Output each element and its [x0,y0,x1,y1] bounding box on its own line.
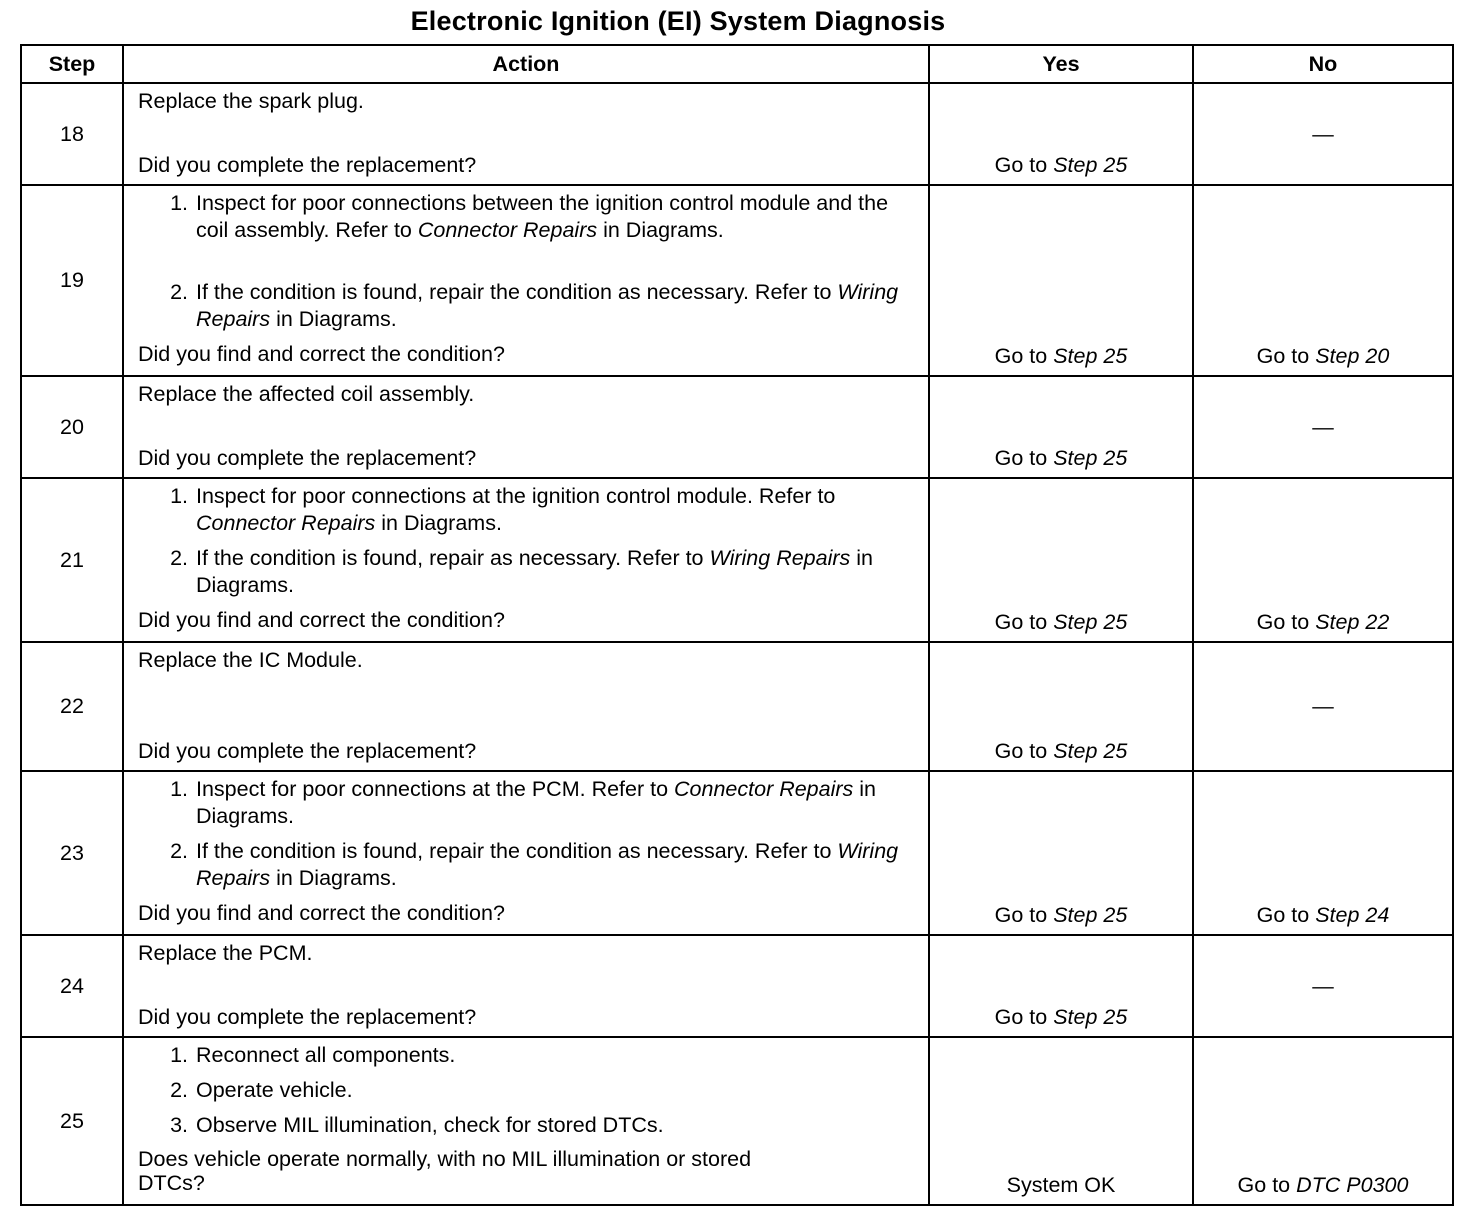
reference-link[interactable]: Wiring Repairs [196,839,899,890]
step-number: 18 [21,83,123,185]
action-cell [123,935,929,1037]
list-item: 2. If the condition is found, repair the condition as necessary. Refer to Wiring Repairs in Diagrams. [194,279,916,333]
no-cell-dash: — [1193,642,1453,771]
list-item: 1. Inspect for poor connections at the PCM. Refer to Connector Repairs in Diagrams. [194,776,916,830]
yes-cell [929,642,1193,771]
step-number: 21 [21,478,123,642]
header-yes: Yes [929,45,1193,83]
yes-cell [929,935,1193,1037]
no-prefix: Go to [1256,344,1316,368]
reference-link[interactable]: Wiring Repairs [709,546,851,570]
action-question: Does vehicle operate normally, with no MIL illumination or stored DTCs? [138,1147,752,1195]
list-item: 2. If the condition is found, repair as necessary. Refer to Wiring Repairs in Diagrams. [194,545,916,599]
yes-cell [929,83,1193,185]
header-step: Step [21,45,123,83]
action-question: Did you find and correct the condition? [138,608,505,632]
yes-step-link[interactable]: Step 25 [1053,153,1128,177]
step-number: 19 [21,185,123,376]
no-cell-dash: — [1193,83,1453,185]
action-intro: Replace the IC Module. [138,648,363,672]
yes-step-link[interactable]: Step 25 [1053,610,1128,634]
action-cell [123,1037,929,1205]
reference-link[interactable]: Wiring Repairs [196,280,899,331]
action-question: Did you complete the replacement? [138,1005,477,1029]
list-item: 1. Inspect for poor connections between the ignition control module and the coil assembly. Refer to Connector Repairs in Diagrams. [194,190,916,244]
no-cell-dash: — [1193,935,1453,1037]
yes-prefix: Go to [994,446,1054,470]
table-row [21,935,1453,1037]
step-number: 22 [21,642,123,771]
list-item: 2. If the condition is found, repair the condition as necessary. Refer to Wiring Repairs in Diagrams. [194,838,916,892]
action-list [138,1042,916,1139]
action-question: Did you complete the replacement? [138,739,477,763]
action-question: Did you find and correct the condition? [138,342,505,366]
reference-link[interactable]: Connector Repairs [196,511,376,535]
diagnosis-table [20,44,1454,1206]
list-item: 3. Observe MIL illumination, check for stored DTCs. [194,1112,916,1139]
action-intro: Replace the spark plug. [138,89,364,113]
yes-prefix: Go to [994,153,1054,177]
action-intro: Replace the PCM. [138,941,313,965]
table-row [21,642,1453,771]
action-cell [123,376,929,478]
action-cell [123,771,929,935]
step-number: 23 [21,771,123,935]
table-row [21,185,1453,376]
action-cell [123,83,929,185]
yes-cell [929,185,1193,376]
no-prefix: Go to [1256,610,1316,634]
list-item: 1. Reconnect all components. [194,1042,916,1069]
yes-step-link[interactable]: Step 25 [1053,903,1128,927]
yes-prefix: Go to [994,344,1054,368]
header-action: Action [123,45,929,83]
action-question: Did you find and correct the condition? [138,901,505,925]
table-row [21,1037,1453,1205]
action-list [138,776,916,892]
table-row [21,376,1453,478]
yes-prefix: Go to [994,739,1054,763]
no-cell [1193,771,1453,935]
no-cell [1193,185,1453,376]
yes-step-link[interactable]: Step 25 [1053,739,1128,763]
table-row [21,771,1453,935]
action-question: Did you complete the replacement? [138,446,477,470]
yes-step-link[interactable]: Step 25 [1053,446,1128,470]
yes-cell [929,376,1193,478]
no-dtc-link[interactable]: DTC P0300 [1296,1173,1409,1197]
no-step-link[interactable]: Step 24 [1315,903,1390,927]
yes-prefix: Go to [994,903,1054,927]
action-cell [123,642,929,771]
action-intro: Replace the affected coil assembly. [138,382,475,406]
reference-link[interactable]: Connector Repairs [674,777,854,801]
step-number: 20 [21,376,123,478]
list-item: 1. Inspect for poor connections at the ignition control module. Refer to Connector Repairs in Diagrams. [194,483,916,537]
action-cell [123,478,929,642]
step-number: 24 [21,935,123,1037]
no-cell [1193,478,1453,642]
no-prefix: Go to [1256,903,1316,927]
yes-step-link[interactable]: Step 25 [1053,1005,1128,1029]
header-no: No [1193,45,1453,83]
no-cell-dash: — [1193,376,1453,478]
no-prefix: Go to [1237,1173,1297,1197]
header-row [21,45,1453,83]
action-cell [123,185,929,376]
no-cell [1193,1037,1453,1205]
no-step-link[interactable]: Step 22 [1315,610,1390,634]
yes-prefix: Go to [994,1005,1054,1029]
yes-cell [929,478,1193,642]
action-question: Did you complete the replacement? [138,153,477,177]
step-number: 25 [21,1037,123,1205]
no-step-link[interactable]: Step 20 [1315,344,1390,368]
yes-step-link[interactable]: Step 25 [1053,344,1128,368]
list-item: 2. Operate vehicle. [194,1077,916,1104]
yes-cell [929,771,1193,935]
reference-link[interactable]: Connector Repairs [417,218,598,242]
page-title: Electronic Ignition (EI) System Diagnosis [410,6,946,36]
table-row [21,478,1453,642]
yes-prefix: Go to [994,610,1054,634]
action-list [138,483,916,599]
table-row [21,83,1453,185]
action-list [138,190,916,333]
yes-cell: System OK [929,1037,1193,1205]
